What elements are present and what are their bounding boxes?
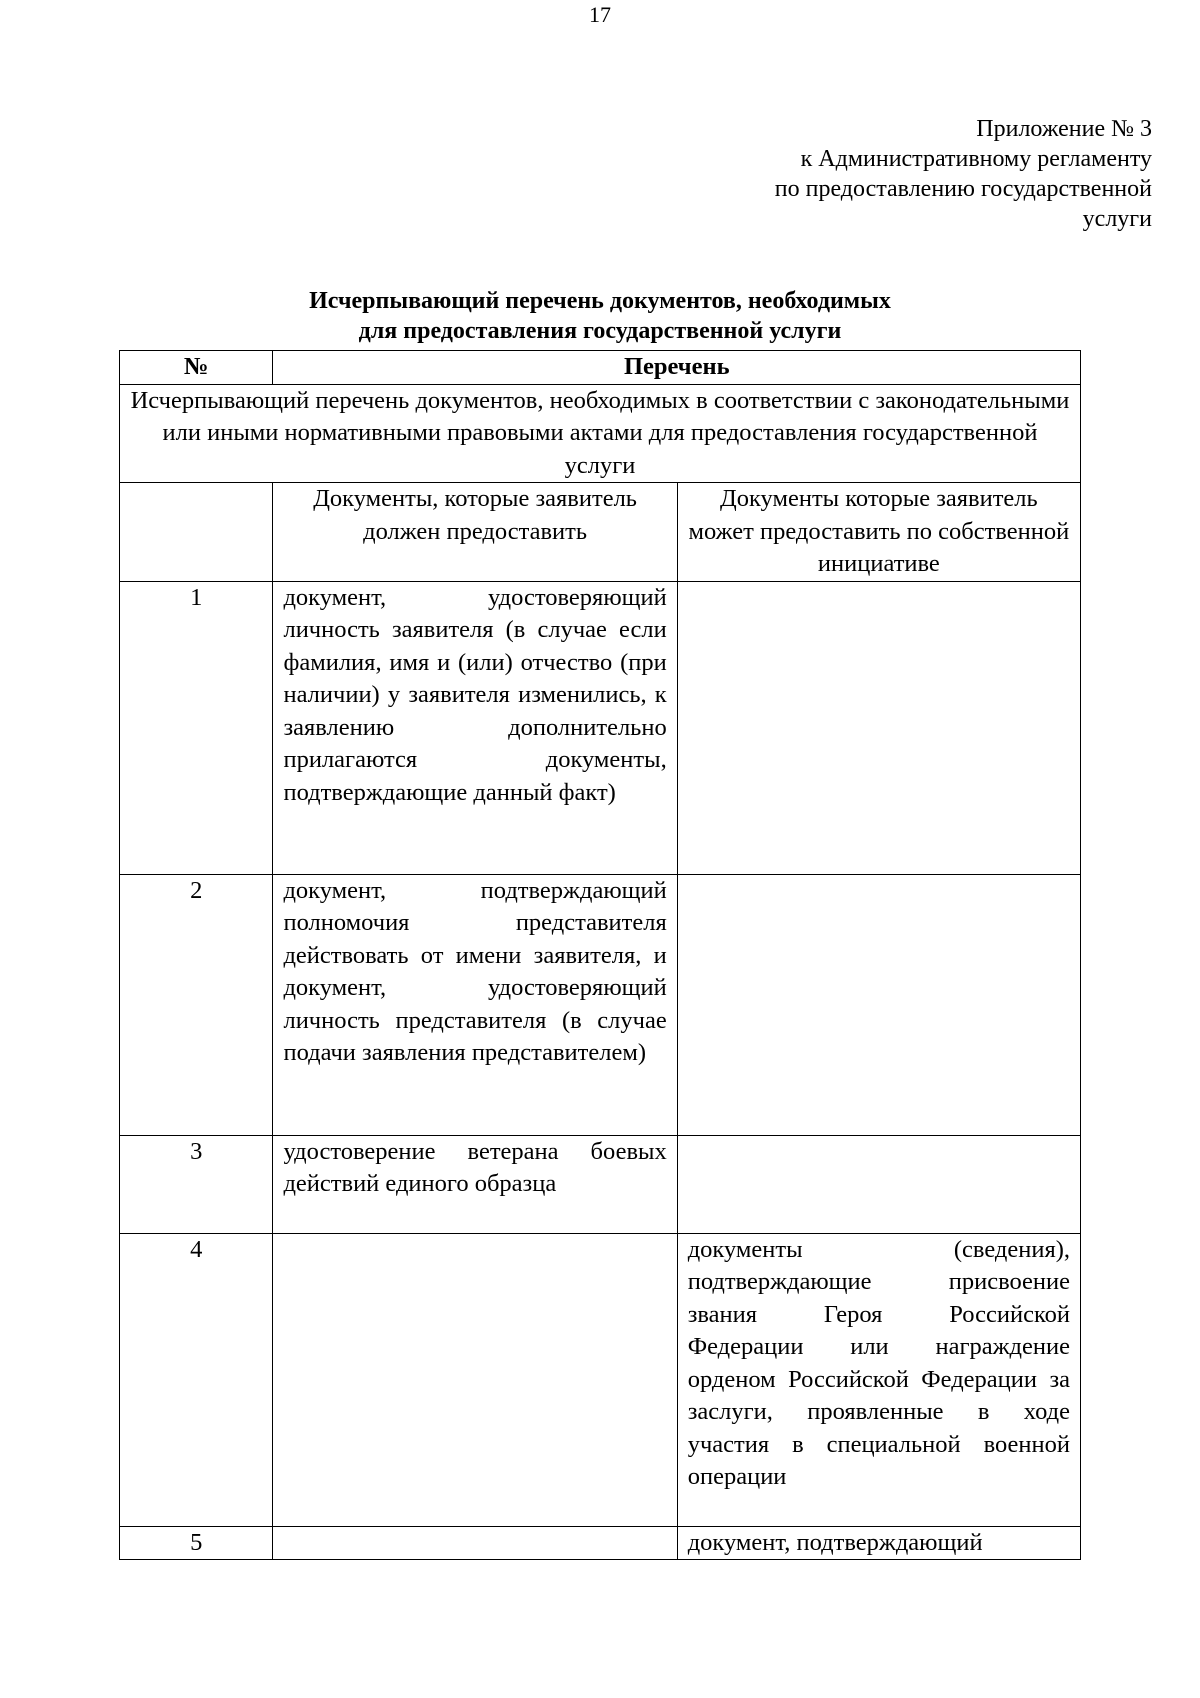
row-must-cell: удостоверение ветерана боевых действий единого образца [273,1135,677,1233]
row-must-cell: документ, подтверждающий полномочия представителя действовать от имени заявителя, и документ, удостоверяющий личность представителя (в случае подачи заявления представителем) [273,874,677,1135]
table-header-row [120,351,1081,385]
page-number: 17 [589,2,611,27]
table-row [120,1233,1081,1526]
header-list-cell: Перечень [273,351,1081,385]
table-intro-row [120,384,1081,483]
subheader-must-cell: Документы, которые заявитель должен предоставить [273,483,677,582]
table-row [120,874,1081,1135]
row-number-cell: 2 [120,874,273,1135]
header-number-cell: № [120,351,273,385]
row-may-cell [677,581,1080,874]
row-number-cell: 3 [120,1135,273,1233]
row-may-cell: документ, подтверждающий [677,1526,1080,1560]
row-may-cell: документы (сведения), подтверждающие присвоение звания Героя Российской Федерации или награждение орденом Российской Федерации за заслуги, проявленные в ходе участия в специальной военной операции [677,1233,1080,1526]
document-title-line: для предоставления государственной услуги [358,318,842,344]
appendix-line: к Административному регламенту [800,146,1152,172]
row-number-cell: 4 [120,1233,273,1526]
table-row [120,1526,1081,1560]
row-number-cell: 1 [120,581,273,874]
appendix-line: по предоставлению государственной [774,176,1152,202]
appendix-line: Приложение № 3 [976,116,1152,142]
row-must-cell: документ, удостоверяющий личность заявителя (в случае если фамилия, имя и (или) отчество (при наличии) у заявителя изменились, к заявлению дополнительно прилагаются документы, подтверждающие данный факт) [273,581,677,874]
row-number-cell: 5 [120,1526,273,1560]
appendix-line: услуги [1082,206,1152,232]
row-may-cell [677,1135,1080,1233]
appendix-block [775,114,1152,234]
table-row [120,581,1081,874]
table-row [120,1135,1081,1233]
subheader-empty-cell [120,483,273,582]
table-subheader-row [120,483,1081,582]
row-may-cell [677,874,1080,1135]
subheader-may-cell: Документы которые заявитель может предоставить по собственной инициативе [677,483,1080,582]
row-must-cell [273,1233,677,1526]
intro-cell: Исчерпывающий перечень документов, необходимых в соответствии с законодательными или иными нормативными правовыми актами для предоставления государственной услуги [120,384,1081,483]
document-title-line: Исчерпывающий перечень документов, необходимых [309,288,891,314]
document-title [119,286,1081,346]
row-must-cell [273,1526,677,1560]
documents-table [119,350,1081,1560]
